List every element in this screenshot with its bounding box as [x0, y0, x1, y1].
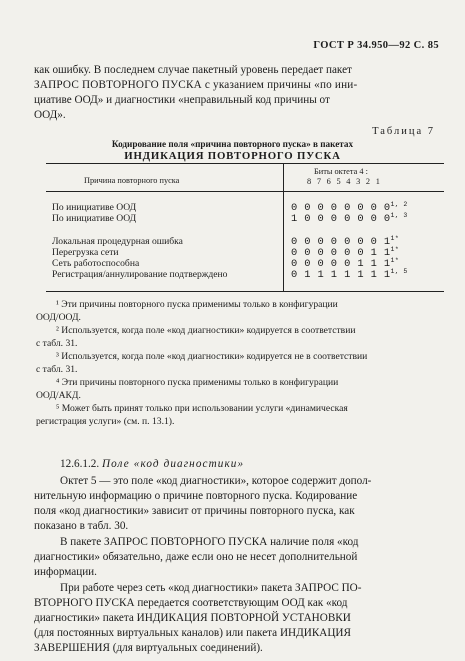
table-row-bits: 1 0 0 0 0 0 0 0$^{1, 3}$	[291, 212, 408, 225]
footnote-line: ⁵ Может быть принят только при использовании услуги «динамическая	[56, 403, 348, 414]
table-row-bits: 0 0 0 0 0 0 0 $1^{1*}$	[291, 235, 400, 248]
table-title: Кодирование поля «причина повторного пуска» в пакетах	[111, 139, 354, 149]
footnote-line: ² Используется, когда поле «код диагностики» кодируется в соответствии	[56, 325, 356, 336]
section-heading: 12.6.1.2. Поле «код диагностики»	[60, 458, 245, 470]
table-row-label: Сеть работоспособна	[52, 258, 140, 269]
footnote-line: с табл. 31.	[36, 338, 78, 349]
table-row-bits: 0 0 0 0 0 1 1 $1^{1*}$	[291, 257, 400, 270]
table-row-bits: 0 0 0 0 0 0 0 0$^{1, 2}$	[291, 201, 408, 214]
body-line: диагностики» обязательно, даже если оно не несет дополнительной	[34, 551, 358, 563]
table-caption: Таблица 7	[372, 126, 435, 137]
column-header-bits: Биты октета 4 :	[314, 167, 368, 176]
table-header-divider	[283, 163, 284, 191]
body-line: нительную информацию о причине повторного пуска. Кодирование	[34, 490, 358, 502]
intro-line: ООД».	[34, 109, 66, 121]
table-row-label: По инициативе ООД	[52, 202, 137, 213]
table-subtitle: ИНДИКАЦИЯ ПОВТОРНОГО ПУСКА	[124, 150, 341, 162]
intro-line: ЗАПРОС ПОВТОРНОГО ПУСКА с указанием причины «по ини-	[34, 79, 358, 91]
table-row-label: Регистрация/аннулирование подтверждено	[52, 269, 228, 280]
footnote-line: регистрация услуги» (см. п. 13.1).	[36, 416, 175, 427]
table-row-label: Перегрузка сети	[52, 247, 119, 258]
footnote-line: ³ Используется, когда поле «код диагностики» кодируется не в соответствии	[56, 351, 368, 362]
intro-line: как ошибку. В последнем случае пакетный уровень передает пакет	[34, 64, 352, 76]
body-line: При работе через сеть «код диагностики» пакета ЗАПРОС ПО-	[60, 582, 362, 594]
body-line: ЗАВЕРШЕНИЯ (для виртуальных соединений).	[34, 642, 263, 654]
column-header-bit-numbers: 8 7 6 5 4 3 2 1	[307, 177, 382, 186]
intro-line: циативе ООД» и диагностики «неправильный код причины от	[34, 94, 330, 106]
column-header-reason: Причина повторного пуска	[84, 176, 180, 185]
footnote-line: с табл. 31.	[36, 364, 78, 375]
footnote-line: ⁴ Эти причины повторного пуска применимы только в конфигурации	[56, 377, 339, 388]
table-row-bits: 0 0 0 0 0 0 1 $1^{1*}$	[291, 246, 400, 259]
body-line: показано в табл. 30.	[34, 520, 129, 532]
table-row-label: Локальная процедурная ошибка	[52, 236, 183, 247]
body-line: (для постоянных виртуальных каналов) или пакета ИНДИКАЦИЯ	[34, 627, 351, 639]
footnote-line: ООД/АКД.	[36, 390, 81, 401]
body-line: ВТОРНОГО ПУСКА передается соответствующим ООД как «код	[34, 597, 348, 609]
body-line: поля «код диагностики» зависит от причины повторного пуска, как	[34, 505, 355, 517]
table-header-rule	[46, 191, 444, 192]
body-line: информации.	[34, 566, 97, 578]
table-body-divider	[283, 191, 284, 291]
body-line: В пакете ЗАПРОС ПОВТОРНОГО ПУСКА наличие поля «код	[60, 536, 359, 548]
body-line: Октет 5 — это поле «код диагностики», которое содержит допол-	[60, 475, 372, 487]
page-header: ГОСТ Р 34.950—92 С. 85	[313, 40, 439, 51]
table-bottom-rule	[46, 291, 444, 292]
table-row-label: По инициативе ООД	[52, 213, 137, 224]
table-top-rule	[46, 163, 444, 164]
table-row-bits: 0 1 1 1 1 1 1 1$^{1, 5}$	[291, 268, 408, 281]
footnote-line: ООД/ООД.	[36, 312, 81, 323]
body-line: диагностики» пакета ИНДИКАЦИЯ ПОВТОРНОЙ УСТАНОВКИ	[34, 612, 351, 624]
footnote-line: ¹ Эти причины повторного пуска применимы только в конфигурации	[56, 299, 338, 310]
